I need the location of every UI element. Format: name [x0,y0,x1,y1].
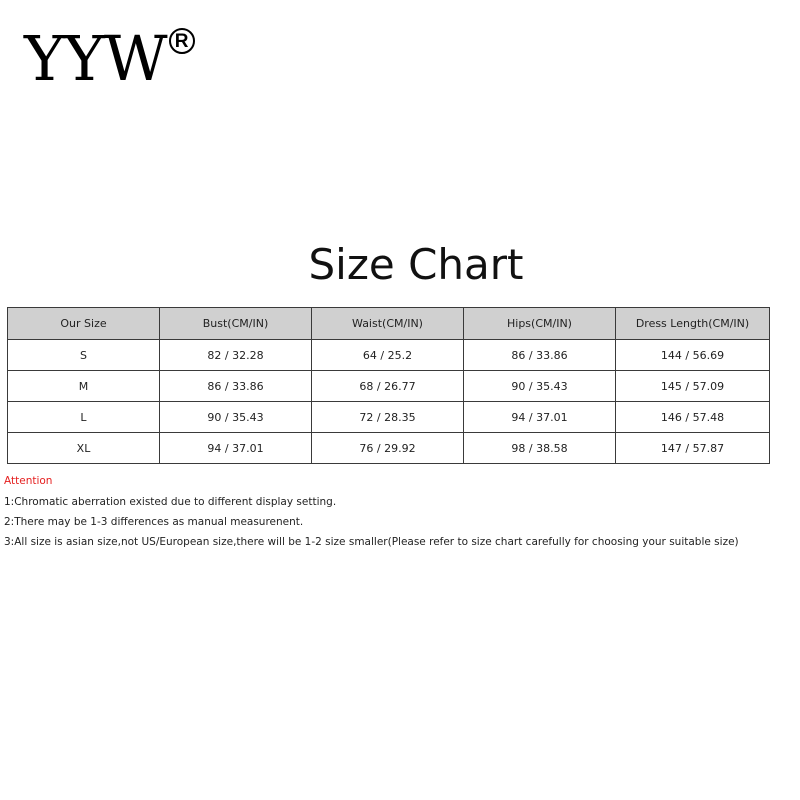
cell-size: L [8,402,160,433]
page-title: Size Chart [308,240,524,289]
table-row [8,371,770,402]
table-header-row [8,308,770,340]
cell-hips: 86 / 33.86 [464,340,616,371]
cell-dress-length: 147 / 57.87 [616,433,770,464]
logo-text: YYW [24,22,167,95]
cell-hips: 90 / 35.43 [464,371,616,402]
cell-hips: 98 / 38.58 [464,433,616,464]
cell-bust: 94 / 37.01 [160,433,312,464]
column-header-hips: Hips(CM/IN) [464,308,616,340]
note-item: 2:There may be 1-3 differences as manual measurenent. [4,516,304,528]
notes-section [4,472,739,552]
cell-waist: 64 / 25.2 [312,340,464,371]
table-row [8,340,770,371]
attention-label: Attention [4,475,53,487]
column-header-size: Our Size [8,308,160,340]
table-row [8,433,770,464]
column-header-bust: Bust(CM/IN) [160,308,312,340]
note-item: 1:Chromatic aberration existed due to different display setting. [4,496,337,508]
column-header-dress-length: Dress Length(CM/IN) [616,308,770,340]
cell-waist: 76 / 29.92 [312,433,464,464]
cell-dress-length: 145 / 57.09 [616,371,770,402]
table-row [8,402,770,433]
cell-waist: 68 / 26.77 [312,371,464,402]
cell-bust: 82 / 32.28 [160,340,312,371]
cell-size: S [8,340,160,371]
registered-trademark-icon: R [169,28,195,54]
cell-waist: 72 / 28.35 [312,402,464,433]
cell-hips: 94 / 37.01 [464,402,616,433]
cell-bust: 90 / 35.43 [160,402,312,433]
column-header-waist: Waist(CM/IN) [312,308,464,340]
cell-bust: 86 / 33.86 [160,371,312,402]
cell-dress-length: 146 / 57.48 [616,402,770,433]
size-chart-table [7,307,770,464]
cell-dress-length: 144 / 56.69 [616,340,770,371]
cell-size: XL [8,433,160,464]
cell-size: M [8,371,160,402]
note-item: 3:All size is asian size,not US/European size,there will be 1-2 size smaller(Please refer to size chart carefully for choosing your suitable size) [4,536,739,548]
brand-logo [24,22,195,96]
